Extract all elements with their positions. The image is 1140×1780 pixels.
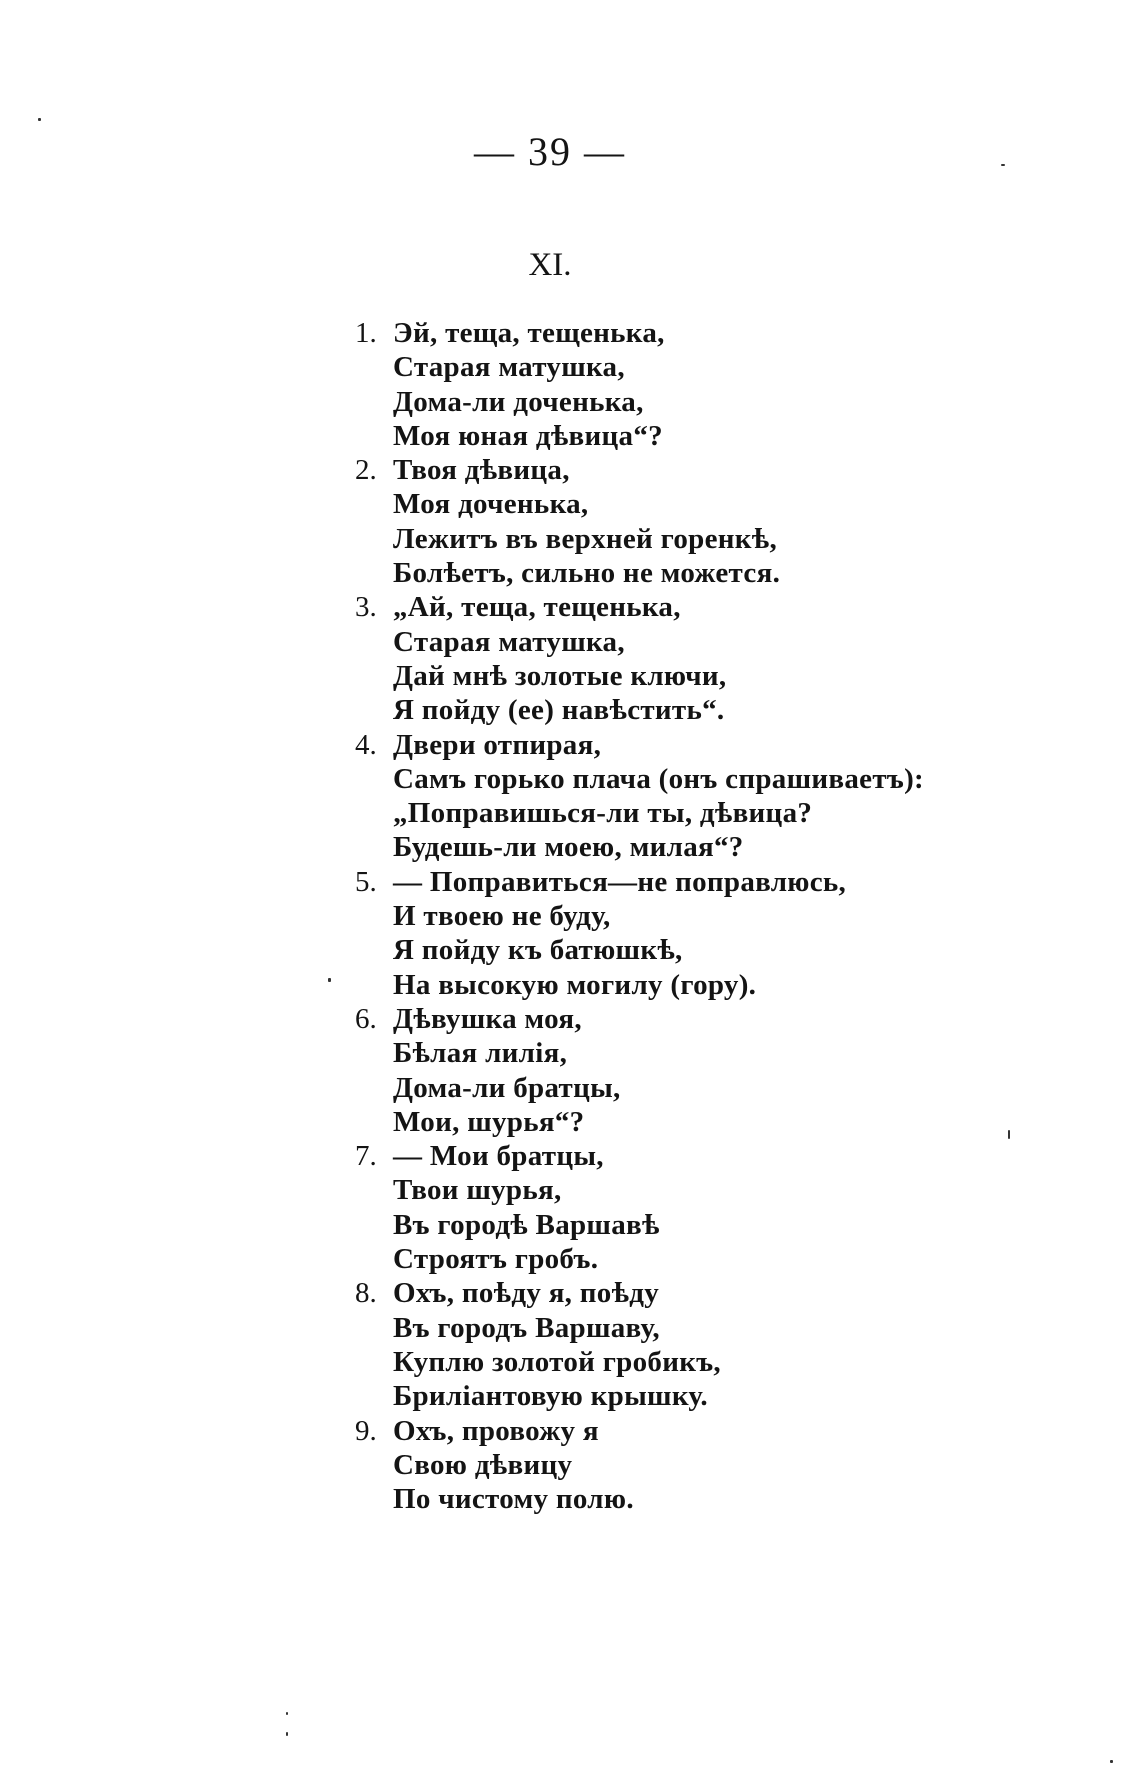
verse-line: Будешь-ли моею, милая“?: [393, 831, 744, 864]
verse-line: Моя доченька,: [393, 488, 589, 521]
section-title: XI.: [528, 247, 572, 283]
verse: [355, 316, 1115, 453]
verse-line: Бѣлая лилія,: [393, 1037, 568, 1070]
verse-number: 9.: [355, 1414, 377, 1447]
verse-number: 1.: [355, 317, 377, 349]
verse: [355, 865, 1115, 1002]
verse-number: 4.: [355, 728, 377, 761]
scan-speck: [1008, 1130, 1010, 1139]
verse: [355, 1139, 1115, 1276]
verse-number: 3.: [355, 591, 377, 624]
verse-line: — Мои братцы,: [393, 1140, 604, 1173]
verse-line: Я пойду къ батюшкѣ,: [393, 934, 683, 967]
verse-line: Куплю золотой гробикъ,: [393, 1345, 721, 1378]
verse-line: Двери отпирая,: [393, 728, 602, 761]
verse: [355, 1276, 1115, 1413]
verse-line: Старая матушка,: [393, 351, 625, 384]
verse-line: Охъ, поѣду я, поѣду: [393, 1277, 660, 1310]
verse-line: „Поправишься-ли ты, дѣвица?: [393, 797, 813, 830]
verse-line: Въ городъ Варшаву,: [393, 1311, 660, 1344]
verse-line: Лежитъ въ верхней горенкѣ,: [393, 522, 778, 555]
verse-line: Моя юная дѣвица“?: [393, 419, 663, 452]
verse-number: 7.: [355, 1140, 377, 1173]
scan-speck: [286, 1712, 288, 1715]
verse-number: 2.: [355, 454, 377, 487]
verse-line: Въ городѣ Варшавѣ: [393, 1208, 660, 1241]
verse-line: Дома-ли братцы,: [393, 1071, 621, 1104]
verse-number: 6.: [355, 1002, 377, 1035]
verse-line: Твои шурья,: [393, 1174, 562, 1207]
verse-line: Твоя дѣвица,: [393, 454, 570, 487]
verse-line: На высокую могилу (гору).: [393, 968, 757, 1001]
verse-line: Дѣвушка моя,: [393, 1002, 582, 1035]
scan-speck: [328, 978, 331, 982]
page-number: — 39 —: [474, 129, 626, 174]
verse-line: Болѣетъ, сильно не можется.: [393, 557, 781, 590]
verse-line: И твоею не буду,: [393, 900, 611, 933]
verse-line: Бриліантовую крышку.: [393, 1380, 708, 1413]
verse-line: Дома-ли доченька,: [393, 385, 644, 418]
scan-speck: [1001, 164, 1005, 166]
verse-line: Строятъ гробъ.: [393, 1243, 599, 1276]
verse-line: Охъ, провожу я: [393, 1414, 599, 1447]
scan-speck: [286, 1732, 288, 1736]
verse-number: 5.: [355, 865, 377, 898]
verse-line: Эй, теща, тещенька,: [393, 317, 665, 349]
verse-line: Старая матушка,: [393, 625, 625, 658]
verse-line: Дай мнѣ золотые ключи,: [393, 659, 727, 692]
verse-line: По чистому полю.: [393, 1483, 634, 1516]
scan-speck: [1110, 1760, 1113, 1763]
verse: [355, 453, 1115, 590]
verse-line: Я пойду (ее) навѣстить“.: [393, 694, 725, 727]
poem: [355, 316, 1115, 1516]
verse-line: Самъ горько плача (онъ спрашиваетъ):: [393, 762, 924, 795]
verse-number: 8.: [355, 1277, 377, 1310]
verse-line: Свою дѣвицу: [393, 1448, 573, 1481]
scan-speck: [38, 118, 41, 121]
verse: [355, 1002, 1115, 1139]
verse: [355, 1414, 1115, 1517]
verse-line: „Ай, теща, тещенька,: [393, 591, 681, 624]
verse-line: — Поправиться—не поправлюсь,: [393, 865, 847, 898]
verse: [355, 590, 1115, 727]
verse-line: Мои, шурья“?: [393, 1105, 585, 1138]
verse: [355, 728, 1115, 865]
